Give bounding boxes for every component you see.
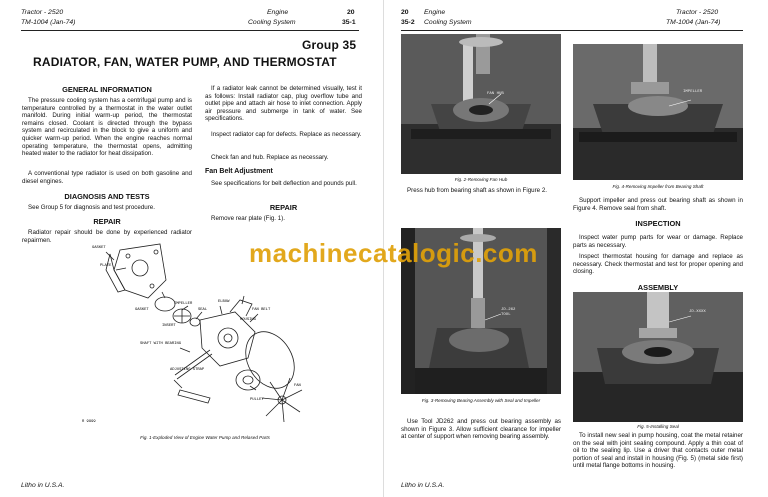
fig1-label-shaft: SHAFT WITH BEARING bbox=[140, 342, 182, 346]
diagnosis-heading: DIAGNOSIS AND TESTS bbox=[64, 192, 150, 201]
left-footer: Litho in U.S.A. bbox=[21, 482, 65, 489]
fig2-photo bbox=[401, 34, 561, 174]
fig5-photo bbox=[573, 292, 743, 422]
right-header-subsection: Cooling System bbox=[424, 19, 472, 26]
general-heading: GENERAL INFORMATION bbox=[62, 85, 152, 94]
fig1-label-elbow: ELBOW bbox=[218, 300, 230, 304]
general-paragraph-1: The pressure cooling system has a centrifugal pump and is temperature controlled by a thermostat in the water outlet manifold. During initial warm-up period, the thermostat remains closed. Coolant is directed through the bypass system and recirculated in the block to give a uniform and quicker warm-up period. When the engine reaches normal operating temperature, the thermostat opens, admitting heated water to the radiator for heat dissipation. bbox=[22, 97, 192, 158]
fan-hub-paragraph: Check fan and hub. Replace as necessary. bbox=[211, 154, 329, 161]
assembly-heading: ASSEMBLY bbox=[637, 283, 679, 292]
fanbelt-heading: Fan Belt Adjustment bbox=[205, 168, 273, 175]
fig1-label-fan: FAN bbox=[294, 384, 301, 388]
fig1-label-adjusting: ADJUSTING STRAP bbox=[170, 368, 205, 372]
fig1-label-plate: PLATE bbox=[100, 264, 112, 268]
group-title: Group 35 bbox=[302, 38, 357, 52]
radiator-leak-paragraph: If a radiator leak cannot be determined visually, test it as follows: Install radiator cap, plug overflow tube and outlet pipe and attach air hose to inlet connection. Apply air pressure and submerge in tank of water. See specifications. bbox=[205, 85, 362, 123]
diagnosis-paragraph: See Group 5 for diagnosis and test procedure. bbox=[28, 204, 155, 211]
fig3-label: JD-262 TOOL bbox=[501, 308, 516, 317]
fig1-label-impeller: IMPELLER bbox=[174, 302, 193, 306]
right-header-manual: TM-1004 (Jan-74) bbox=[666, 19, 721, 26]
fig2-label: FAN HUB bbox=[487, 92, 504, 96]
support-impeller-paragraph: Support impeller and press out bearing shaft as shown in Figure 4. Remove seal from shaft. bbox=[573, 197, 743, 212]
fig4-label: IMPELLER bbox=[683, 90, 703, 94]
fig5-label: JD-XXXX bbox=[689, 310, 706, 314]
fig1-label-gasket2: GASKET bbox=[135, 308, 149, 312]
inspection-paragraph-2: Inspect thermostat housing for damage and replace as necessary. Check thermostat and test for proper opening and closing. bbox=[573, 253, 743, 276]
repair2-heading: REPAIR bbox=[269, 203, 298, 212]
repair2-paragraph: Remove rear plate (Fig. 1). bbox=[211, 215, 285, 222]
radiator-cap-paragraph: Inspect radiator cap for defects. Replace as necessary. bbox=[211, 131, 362, 138]
repair-heading: REPAIR bbox=[93, 217, 121, 226]
fig4-caption: Fig. 4-Removing Impeller from Bearing Shaft bbox=[612, 184, 704, 189]
header-subsection: Cooling System bbox=[248, 19, 296, 26]
fig1-caption: Fig. 1-Exploded View of Engine Water Pump and Relased Parts bbox=[140, 435, 270, 440]
fig1-label-fan-belt: FAN BELT bbox=[252, 308, 271, 312]
fanbelt-paragraph: See specifications for belt deflection and pounds pull. bbox=[211, 180, 357, 187]
install-seal-paragraph: To install new seal in pump housing, coat the metal retainer on the seal with joint sealing compound. Apply a thin coat of oil to the sealing lip. Use a driver that contacts outer metal portion of seal and install in housing (Fig. 5) (metal side first) until metal flange bottoms in housing. bbox=[573, 432, 743, 470]
right-header-section: Engine bbox=[424, 9, 446, 16]
fig3-caption: Fig. 3-Removing Bearing Assembly with Seal and Impeller bbox=[421, 398, 541, 403]
right-header-page-sub: 35-2 bbox=[401, 19, 415, 26]
fig1-label-gasket: GASKET bbox=[92, 246, 106, 250]
fig2-caption: Fig. 2-Removing Fan Hub bbox=[454, 177, 508, 182]
fig5-caption: Fig. 5-Installing Seal bbox=[637, 424, 679, 429]
right-footer: Litho in U.S.A. bbox=[401, 482, 445, 489]
press-hub-paragraph: Press hub from bearing shaft as shown in Figure 2. bbox=[407, 187, 547, 194]
fig4-photo bbox=[573, 44, 743, 180]
use-tool-paragraph: Use Tool JD262 and press out bearing assembly as shown in Figure 3. Allow sufficient clearance for impeller at center of support when removing bearing assembly. bbox=[401, 418, 561, 441]
page-title: RADIATOR, FAN, WATER PUMP, AND THERMOSTAT bbox=[33, 55, 337, 69]
fig1-label-pulley: PULLEY bbox=[250, 398, 264, 402]
header-page-num: 20 bbox=[347, 9, 355, 16]
fig1-label-seal: SEAL bbox=[198, 308, 208, 312]
fig1-label-insert: INSERT bbox=[162, 324, 176, 328]
repair-paragraph: Radiator repair should be done by experienced radiator repairmen. bbox=[22, 229, 192, 244]
header-manual: TM-1004 (Jan-74) bbox=[21, 19, 76, 26]
right-header-rule bbox=[401, 30, 743, 31]
inspection-heading: INSPECTION bbox=[635, 219, 681, 228]
header-page-sub: 35-1 bbox=[342, 19, 356, 26]
fig1-label-housing: HOUSING bbox=[240, 318, 256, 322]
watermark: machinecatalogic.com bbox=[249, 238, 538, 268]
general-paragraph-2: A conventional type radiator is used on both gasoline and diesel engines. bbox=[22, 170, 192, 185]
header-rule bbox=[21, 30, 359, 31]
inspection-paragraph-1: Inspect water pump parts for wear or damage. Replace parts as necessary. bbox=[573, 234, 743, 249]
right-header-page-num: 20 bbox=[401, 9, 409, 16]
header-section: Engine bbox=[267, 9, 289, 16]
header-model: Tractor - 2520 bbox=[21, 9, 64, 16]
right-header-model: Tractor - 2520 bbox=[676, 9, 719, 16]
fig1-code: R 9999 bbox=[82, 420, 96, 424]
